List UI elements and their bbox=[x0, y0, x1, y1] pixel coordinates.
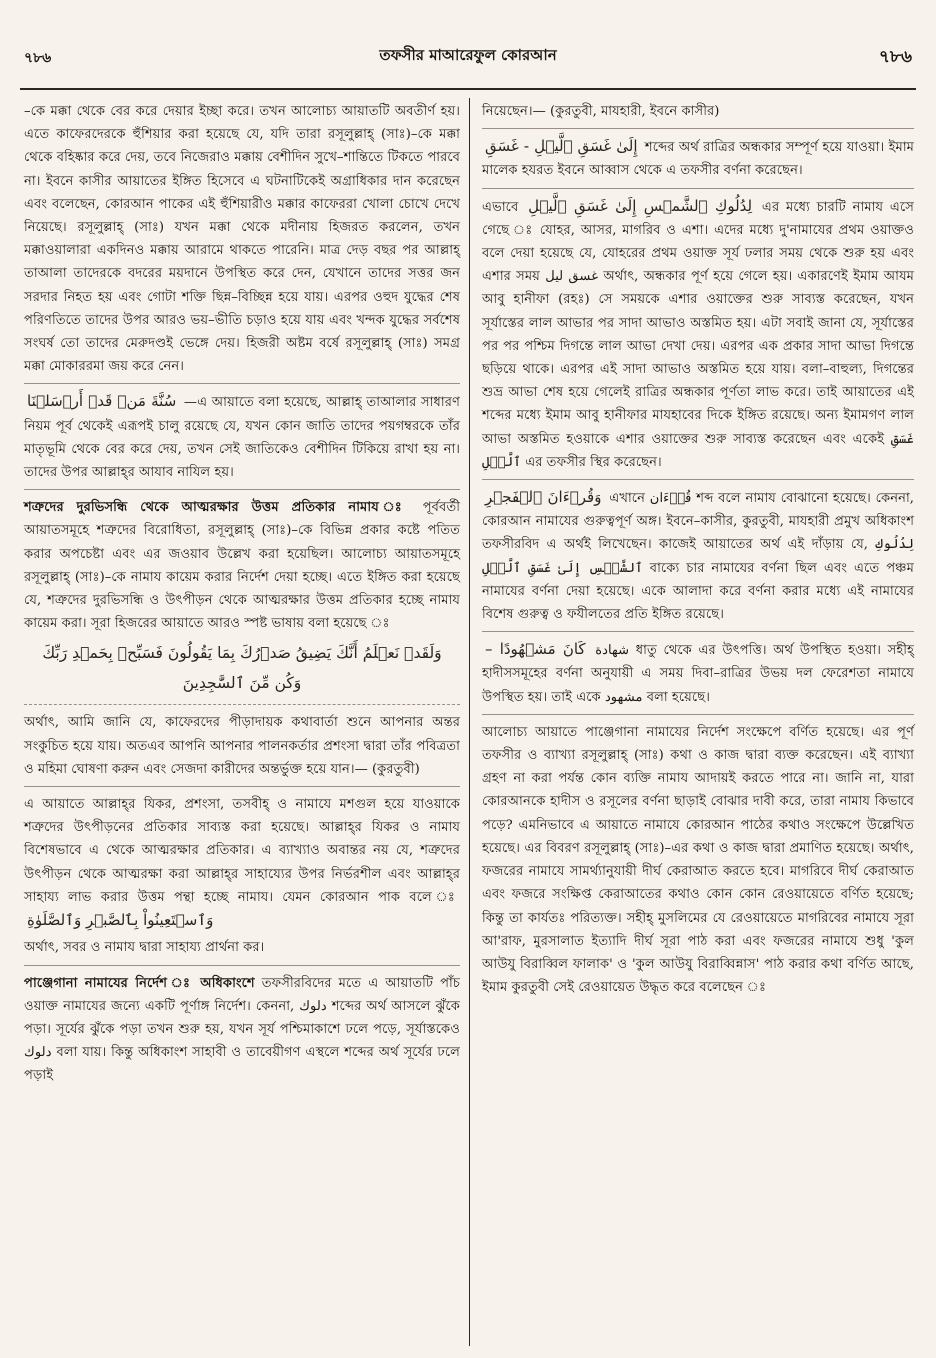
paragraph-separator bbox=[482, 479, 914, 480]
paragraph-text: পূর্ববর্তী আয়াতসমূহে শত্রুদের বিরোধিতা, রসূলুল্লাহ্ (সাঃ)–কে বিভিন্ন প্রকার কষ্টে পতিত করার অপচেষ্টা এবং এর জওয়াব উল্লেখ করা হয়েছিল। আলোচ্য আয়াতসমূহে রসূলুল্লাহ্ (সাঃ)–কে নামায কায়েম করার নির্দেশ দেয়া হচ্ছে। এতে ইঙ্গিত করা হয়েছে যে, শত্রুদের দুরভিসন্ধি ও উৎপীড়ন থেকে আত্মরক্ষার উত্তম প্রতিকার হচ্ছে নামায কায়েম করা। সূরা হিজরের আয়াতে আরও স্পষ্ট ভাষায় বলা হয়েছে ঃ bbox=[24, 500, 460, 632]
paragraph-text: شهادة ধাতু থেকে এর উৎপত্তি। অর্থ উপস্থিত হওয়া। সহীহ্ হাদীসসমূহের বর্ণনা অনুযায়ী এ সময় দিবা–রাত্রির উভয় দল ফেরেশতা নামাযে উপস্থিত হয়। তাই একে مشهود বলা হয়েছে। bbox=[482, 643, 914, 705]
paragraph: অর্থাৎ, সবর ও নামায দ্বারা সাহায্য প্রার্থনা কর। bbox=[24, 940, 265, 956]
paragraph bbox=[482, 638, 914, 709]
section-heading: শত্রুদের দুরভিসন্ধি থেকে আত্মরক্ষার উত্তম প্রতিকার নামায ঃ bbox=[24, 500, 411, 516]
paragraph bbox=[24, 793, 460, 933]
paragraph-separator bbox=[482, 128, 914, 129]
paragraph bbox=[24, 972, 460, 1088]
arabic-quote: كَانَ مَشۡهُودًا – bbox=[485, 640, 586, 659]
paragraph-text: এর মধ্যে চারটি নামায এসে গেছে ঃ যোহর, আসর, মাগরিব ও এশা। এদের মধ্যে দু'নামাযের প্রথম ওয়াক্তও বলে দেয়া হয়েছে যে, যোহরের প্রথম ওয়াক্ত সূর্য ঢলার সময় থেকে শুরু হয় এবং এশার সময় غسق ليل অর্থাৎ, অন্ধকার পূর্ণ হয়ে গেলে হয়। একারণেই ইমাম আযম আবু হানীফা (রহঃ) সে সময়কে এশার ওয়াক্তের শুরু সাব্যস্ত করেছেন, যখন সূর্যাস্তের লাল আভার পর সাদা আভাও অস্তমিত হয়। এটা সবাই জানা যে, সূর্যাস্তের পর পর পশ্চিম দিগন্তে লাল আভা দেখা দেয়। এরপর এক প্রকার সাদা আভা দিগন্তে ছড়িয়ে থাকে। এরপর এই সাদা আভাও অস্তমিত হয়ে যায়। বলা–বাহুল্য, দিগন্তের শুভ্র আভা শেষ হয়ে গেলেই রাত্রির অন্ধকার পূর্ণতা লাভ করে। তাই আয়াতের এই শব্দের মধ্যে ইমাম আবু হানীফার মাযহাবের দিকে ইঙ্গিত রয়েছে। অন্য ইমামগণ লাল আভা অস্তমিত হওয়াকে এশার ওয়াক্তের শুরু সাব্যস্ত করেছেন এবং একেই غَسَقِ ٱلَّيۡلِ এর তফসীর স্থির করেছেন। bbox=[482, 199, 914, 470]
paragraph-text: শব্দের অর্থ রাত্রির অন্ধকার সম্পূর্ণ হয়ে যাওয়া। ইমাম মালেক হযরত ইবনে আব্বাস থেকে এ তফসীর বর্ণনা করেছেন। bbox=[482, 140, 914, 179]
paragraph-separator bbox=[482, 188, 914, 189]
paragraph bbox=[24, 496, 460, 635]
paragraph bbox=[24, 390, 460, 484]
right-column bbox=[482, 100, 914, 1002]
paragraph-text: এভাবে bbox=[482, 199, 519, 215]
page-number-left: ৭৮৬ bbox=[24, 50, 52, 66]
paragraph: নিয়েছেন।— (কুরতুবী, মাযহারী, ইবনে কাসীর) bbox=[482, 104, 720, 119]
page-number-right: ৭৮৬ bbox=[878, 47, 912, 67]
paragraph-separator bbox=[24, 704, 460, 705]
arabic-verse-line-2: وَكُن مِّنَ ٱلسَّٰجِدِينَ bbox=[182, 674, 302, 693]
section-heading: পাঞ্জেগানা নামাযের নির্দেশ ঃ অধিকাংশে bbox=[24, 975, 255, 991]
arabic-quote: وَقُرۡءَانَ ٱلۡفَجۡرِ bbox=[485, 488, 602, 507]
paragraph: –কে মক্কা থেকে বের করে দেয়ার ইচ্ছা করে। তখন আলোচ্য আয়াতটি অবতীর্ণ হয়। এতে কাফেরদেরকে হুঁশিয়ার করা হয়েছে যে, যদি তারা রসূলুল্লাহ্ (সাঃ)–কে মক্কা থেকে বহিষ্কার করে দেয়, তবে নিজেরাও মক্কায় বেশীদিন সুখে–শান্তিতে টিকতে পারবে না। ইবনে কাসীর আয়াতের ইঙ্গিত হিসেবে এ ঘটনাটিকেই অগ্রাধিকার দান করেছেন এবং বলেছেন, কোরআন পাকের এই হুঁশিয়ারীও মক্কার কাফেররা খোলা চোখে দেখে নিয়েছে। রসূলুল্লাহ্ (সাঃ) যখন মক্কা থেকে মদীনায় হিজরত করলেন, তখন মক্কাওয়ালারা একদিনও মক্কায় আরামে থাকতে পারেনি। মাত্র দেড় বছর পর আল্লাহ্ তাআলা তাদেরকে বদরের ময়দানে উপস্থিত করে দেন, যেখানে তাদের সত্তর জন সরদার নিহত হয় এবং গোটা শক্তি ছিন্ন–বিচ্ছিন্ন হয়ে যায়। এরপর ওহুদ যুদ্ধের শেষ পরিণতিতে তাদের উপর আরও ভয়–ভীতি চড়াও হয়ে যায় এবং খন্দক যুদ্ধের সর্বশেষ সংঘর্ষ তো তাদের মেরুদণ্ডই ভেঙ্গে দেয়। হিজরী অষ্টম বর্ষে রসূলুল্লাহ্ (সাঃ) সমগ্র মক্কা মোকাররমা জয় করে নেন। bbox=[24, 104, 460, 375]
paragraph-text: এখানে قُرۡءَان শব্দ বলে নামায বোঝানো হয়েছে। কেননা, কোরআন নামাযের গুরুত্বপূর্ণ অঙ্গ। ইবনে–কাসীর, কুরতুবী, মাযহারী প্রমুখ অধিকাংশ তফসীরবিদ এ অর্থই লিখেছেন। কাজেই আয়াতের অর্থ এই দাঁড়ায় যে, لِدُلُوكِ ٱلشَّمۡسِ إِلَىٰ غَسَقِ ٱلَّيۡلِ বাক্যে চার নামাযের বর্ণনা ছিল এবং এতে পঞ্চম নামাযের বর্ণনা দেয়া হয়েছে। একে আলাদা করে বর্ণনা করার মধ্যে এই নামাযের বিশেষ গুরুত্ব ও ফযীলতের প্রতি ইঙ্গিত রয়েছে। bbox=[482, 491, 914, 623]
paragraph bbox=[482, 135, 914, 182]
page-header bbox=[14, 40, 922, 84]
arabic-quote: إِلَىٰ غَسَقِ ٱلَّيۡلِ - غَسَقِ bbox=[485, 137, 638, 156]
paragraph-text: তফসীরবিদের মতে এ আয়াতটি পাঁচ ওয়াক্ত নামাযের জন্যে একটি পূর্ণাঙ্গ নির্দেশ। কেননা, دلوك শব্দের অর্থ আসলে ঝুঁকে পড়া। সূর্যের ঝুঁকে পড়া তখন শুরু হয়, যখন সূর্য পশ্চিমাকাশে ঢলে পড়ে, সূর্যাস্তকেও دلوك বলা যায়। কিন্তু অধিকাংশ সাহাবী ও তাবেয়ীগণ এস্থলে শব্দের অর্থ সূর্যের ঢলে পড়াই bbox=[24, 975, 461, 1084]
paragraph: আলোচ্য আয়াতে পাঞ্জেগানা নামাযের নির্দেশ সংক্ষেপে বর্ণিত হয়েছে। এর পূর্ণ তফসীর ও ব্যাখ্যা রসূলুল্লাহ্ (সাঃ) কথা ও কাজ দ্বারা ব্যক্ত করেছেন। এই ব্যাখ্যা গ্রহণ না করা পর্যন্ত কোন ব্যক্তি নামায আদায়ই করতে পারে না। জানি না, যারা কোরআনকে হাদীস ও রসূলের বর্ণনা ছাড়াই বোঝার দাবী করে, তারা নামায কিভাবে পড়ে? এমনিভাবে এ আয়াতে নামাযে কোরআন পাঠের কথাও সংক্ষেপে উল্লেখিত হয়েছে। এর বিবরণ রসূলুল্লাহ্ (সাঃ)–এর কথা ও কাজ দ্বারা প্রমাণিত হয়েছে। অর্থাৎ, ফজরের নামাযে সামর্থ্যানুযায়ী দীর্ঘ কেরাআত করতে হবে। মাগরিবে দীর্ঘ কেরাআত এবং ফজরে সংক্ষিপ্ত কেরাআতের কথাও কোন কোন রেওয়ায়েতে বর্ণিত হয়েছে; কিন্তু তা কার্যতঃ পরিত্যক্ত। সহীহ্ মুসলিমের যে রেওয়ায়েতে মাগরিবের নামাযে সূরা আ'রাফ, মুরসালাত ইত্যাদি দীর্ঘ সূরা পাঠ করা এবং ফজরের নামাযে শুধু 'কুল আউযু বিরাব্বিল ফালাক' ও 'কুল আউযু বিরাব্বিন্নাস' পাঠ করার কথা বর্ণিত আছে, ইমাম কুরতুবী সেই রেওয়ায়েত উদ্ধৃত করে বলেছেন ঃ bbox=[482, 724, 914, 996]
arabic-quote: وَٱسۡتَعِينُواْ بِٱلصَّبۡرِ وَٱلصَّلَوٰةِ bbox=[27, 911, 214, 930]
paragraph bbox=[482, 195, 914, 474]
paragraph-separator bbox=[24, 786, 460, 787]
paragraph-separator bbox=[24, 489, 460, 490]
header-rule bbox=[20, 88, 916, 90]
paragraph: অর্থাৎ, আমি জানি যে, কাফেরদের পীড়াদায়ক কথাবার্তা শুনে আপনার অন্তর সংকুচিত হয়ে যায়। অতএব আপনি আপনার পালনকর্তার প্রশংসা দ্বারা তাঁর পবিত্রতা ও মহিমা ঘোষণা করুন এবং সেজদা কারীদের অন্তর্ভুক্ত হয়ে যান।— (কুরতুবী) bbox=[24, 715, 460, 777]
column-divider bbox=[469, 98, 470, 1346]
left-column bbox=[24, 100, 460, 1091]
paragraph-separator bbox=[482, 714, 914, 715]
book-title: তফসীর মাআরেফুল কোরআন bbox=[379, 46, 557, 64]
paragraph-text: এ আয়াতে আল্লাহ্‌র যিকর, প্রশংসা, তসবীহ্ ও নামাযে মশগুল হয়ে যাওয়াকে শত্রুদের উৎপীড়নের প্রতিকার সাব্যস্ত করা হয়েছে। আল্লাহ্‌র যিকর ও নামায বিশেষভাবে এ থেকে আত্মরক্ষার প্রতিকার। এ ব্যাখ্যাও অবান্তর নয় যে, শত্রুদের উৎপীড়ন থেকে আত্মরক্ষা করা আল্লাহ্‌র সাহায্যের উপর নির্ভরশীল এবং আল্লাহ্‌র সাহায্য লাভ করার উত্তম পন্থা হচ্ছে নামায। যেমন কোরআন পাক বলে ঃ bbox=[24, 797, 460, 905]
paragraph-separator bbox=[24, 383, 460, 384]
paragraph bbox=[482, 486, 914, 626]
paragraph-separator bbox=[24, 965, 460, 966]
arabic-quote: سُنَّةَ مَنۡ قَدۡ أَرۡسَلۡنَا bbox=[27, 392, 177, 411]
arabic-verse-line-1: وَلَقَدۡ نَعۡلَمُ أَنَّكَ يَضِيقُ صَدۡرُكَ بِمَا يَقُولُونَ فَسَبِّحۡ بِحَمۡدِ رَبِّكَ bbox=[42, 644, 442, 663]
arabic-quote: لِدُلُوكِ ٱلشَّمۡسِ إِلَىٰ غَسَقِ ٱلَّيۡلِ bbox=[528, 196, 753, 215]
paragraph-separator bbox=[482, 631, 914, 632]
paragraph-text: —এ আয়াতে বলা হয়েছে, আল্লাহ্ তাআলার সাধারণ নিয়ম পূর্ব থেকেই এরূপই চালু রয়েছে যে, যখন কোন জাতি তাদের পয়গম্বরকে তাঁর মাতৃভূমি থেকে বের করে দেয়, তখন সেই জাতিকেও বেশীদিন টিকিয়ে রাখা হয় না। তাদের উপর আল্লাহ্‌র আযাব নাযিল হয়। bbox=[24, 395, 460, 481]
